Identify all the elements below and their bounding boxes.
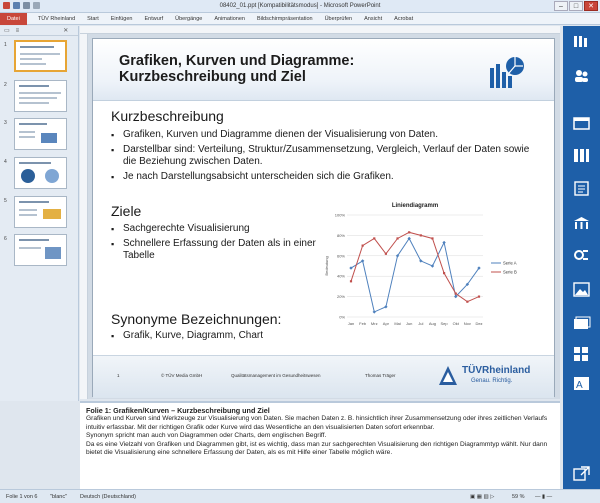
tab-start[interactable]: Start <box>87 15 99 22</box>
bullet-list-synonyme[interactable] <box>111 330 331 345</box>
zoom-slider[interactable]: — ▮ — <box>535 494 553 500</box>
minimize-button[interactable]: – <box>554 1 568 11</box>
series-line-a <box>351 238 479 311</box>
text-style-icon[interactable] <box>573 376 590 391</box>
expand-icon[interactable] <box>573 466 590 481</box>
building-icon[interactable] <box>573 216 590 231</box>
window-title: 08402_01.ppt [Kompatibilitätsmodus] - Microsoft PowerPoint <box>219 3 381 9</box>
x-tick-label: Apr <box>382 321 390 326</box>
x-tick-label: Sep <box>440 321 448 326</box>
data-point <box>420 234 422 236</box>
x-tick-label: Jul <box>418 321 424 326</box>
chart-logo-icon <box>488 54 526 92</box>
data-point <box>443 272 445 274</box>
slide-thumbnail-6[interactable] <box>14 234 67 266</box>
svg-text:A: A <box>576 380 583 391</box>
data-point <box>466 301 468 303</box>
section-heading-synonyme[interactable]: Synonyme Bezeichnungen: <box>111 311 282 327</box>
bullet-item: ▪ Grafiken, Kurven und Diagramme dienen der Visualisierung von Daten. <box>111 129 541 142</box>
tab-design[interactable]: Entwurf <box>144 15 164 22</box>
y-tick-label: 40% <box>336 273 345 279</box>
y-tick-label: 100% <box>334 212 345 218</box>
bullet-item: ▪ Schnellere Erfassung der Daten als in einer Tabelle <box>111 238 321 263</box>
y-tick-label: 0% <box>339 314 345 320</box>
data-point <box>408 231 410 233</box>
document-list-icon[interactable] <box>573 181 590 196</box>
window-controls <box>554 1 598 11</box>
tab-animations[interactable]: Animationen <box>214 15 245 22</box>
series-line-b <box>351 232 479 301</box>
section-heading-kurzbeschreibung[interactable]: Kurzbeschreibung <box>111 108 224 124</box>
tab-file[interactable]: Datei <box>0 13 27 25</box>
speaker-notes-pane[interactable] <box>80 401 560 489</box>
bullet-item: ▪ Darstellbar sind: Verteilung, Struktur/Zusammensetzung, Vergleich, Verlauf der Daten sowie die Beziehung zwischen Daten. <box>111 144 541 169</box>
bullet-item: ▪ Je nach Darstellungsabsicht unterscheiden sich die Grafiken. <box>111 171 541 184</box>
close-panel-icon[interactable]: ✕ <box>63 28 69 34</box>
line-chart-svg <box>325 199 530 343</box>
thumbnail-number: 1 <box>4 42 7 48</box>
zoom-level[interactable]: 59 % <box>512 494 525 500</box>
slides-tab-icon[interactable]: ▭ <box>4 28 10 34</box>
tuv-logo-tagline: Genau. Richtig. <box>471 378 513 384</box>
data-point <box>442 241 445 244</box>
x-tick-label: Mrz <box>370 321 378 326</box>
bullet-item: ▪ Grafik, Kurve, Diagramm, Chart <box>111 330 331 343</box>
y-tick-label: 80% <box>336 232 345 238</box>
bullet-item: ▪ Sachgerechte Visualisierung <box>111 223 321 236</box>
footer-page-number: 1 <box>117 373 120 378</box>
tab-view[interactable]: Ansicht <box>364 15 383 22</box>
tab-review[interactable]: Überprüfen <box>324 15 353 22</box>
x-tick-label: Aug <box>428 321 437 326</box>
notes-paragraph: Da es eine Vielzahl von Grafiken und Diagrammen gibt, ist es wichtig, dass man zur sachgerechten Visualisierung den richtigen Diagrammtyp wählt. Nur dann bietet die Visualisierung eine schnellere Erfassung der Daten, als es mit Hilfe einer Tabelle möglich wäre. <box>86 440 548 457</box>
outline-tab-icon[interactable]: ≡ <box>15 27 20 34</box>
thumbnail-number: 2 <box>4 82 7 88</box>
slide-thumbnail-panel <box>0 26 79 401</box>
data-point <box>478 296 480 298</box>
status-slide-info: Folie 1 von 6 <box>6 494 38 500</box>
tab-slideshow[interactable]: Bildschirmpräsentation <box>256 15 313 22</box>
notes-paragraph: Synonym spricht man auch von Diagrammen oder Charts, dem englischen Begriff. <box>86 432 327 440</box>
data-point <box>373 237 375 239</box>
tuv-logo-name: TÜVRheinland <box>462 365 531 376</box>
view-buttons[interactable]: ▣ ▦ ▥ ▷ <box>470 494 495 500</box>
thumbnail-number: 5 <box>4 198 7 204</box>
data-point <box>431 237 433 239</box>
thumbnail-number: 6 <box>4 236 7 242</box>
bullet-list-kurzbeschreibung[interactable] <box>111 129 541 185</box>
tuv-rheinland-logo <box>438 363 538 393</box>
close-button[interactable]: ✕ <box>584 1 598 11</box>
data-point <box>419 259 422 262</box>
library-icon[interactable] <box>573 34 590 49</box>
slide-thumbnail-3[interactable] <box>14 118 67 150</box>
vertical-ruler <box>80 34 88 399</box>
tab-insert[interactable]: Einfügen <box>110 15 133 22</box>
x-tick-label: Okt <box>452 321 459 326</box>
browser-icon[interactable] <box>573 116 590 131</box>
y-tick-label: 60% <box>336 253 345 259</box>
template-icon[interactable] <box>573 316 590 331</box>
data-point <box>455 292 457 294</box>
columns-icon[interactable] <box>573 148 590 163</box>
slide-footer <box>93 355 554 398</box>
users-icon[interactable] <box>573 68 590 83</box>
x-tick-label: Nov <box>463 321 471 326</box>
x-tick-label: Jan <box>347 321 355 326</box>
title-bar <box>0 0 600 13</box>
slide-thumbnail-2[interactable] <box>14 80 67 112</box>
x-tick-label: Jun <box>405 321 413 326</box>
maximize-button[interactable]: □ <box>569 1 583 11</box>
chart-title: Liniendiagramm <box>391 203 439 209</box>
footer-topic: Qualitätsmanagement im Gesundheitswesen <box>231 373 321 378</box>
section-heading-ziele[interactable]: Ziele <box>111 203 142 219</box>
horizontal-ruler <box>80 26 560 34</box>
data-point <box>384 305 387 308</box>
tuv-triangle-icon <box>438 365 458 387</box>
ribbon-tabs <box>0 13 600 25</box>
x-tick-label: Dez <box>475 321 483 326</box>
thumbnail-number: 3 <box>4 120 7 126</box>
status-bar <box>0 489 600 503</box>
legend-label: Serie B <box>503 269 517 275</box>
slide[interactable] <box>92 38 555 397</box>
legend-label: Serie A <box>503 260 517 266</box>
line-chart[interactable] <box>325 199 530 343</box>
footer-author: Thomas Träger <box>365 373 396 378</box>
x-tick-label: Mai <box>394 321 401 326</box>
y-tick-label: 20% <box>336 294 345 300</box>
notes-paragraph: Grafiken und Kurven sind Werkzeuge zur Visualisierung von Daten. Sie machen Daten z. B. hinsichtlich ihrer Zusammensetzung oder ihres zeitlichen Verlaufs intuitiv erfassbar. Mit der richtigen Grafik oder Kurve wird das Wesentliche an den visualisierten Daten sofort erkennbar. <box>86 415 548 431</box>
status-theme: "blanc" <box>50 494 68 500</box>
data-point <box>373 310 376 313</box>
tools-icon[interactable] <box>573 248 590 263</box>
slide-thumbnail-1[interactable] <box>14 40 67 72</box>
data-point <box>362 245 364 247</box>
slide-title[interactable]: Grafiken, Kurven und Diagramme: Kurzbeschreibung und Ziel <box>119 53 355 85</box>
right-tool-sidebar <box>563 26 600 489</box>
data-point <box>396 237 398 239</box>
image-icon[interactable] <box>573 282 590 297</box>
panel-tabs <box>0 26 78 36</box>
data-point <box>385 253 387 255</box>
data-point <box>350 280 352 282</box>
status-language[interactable]: Deutsch (Deutschland) <box>80 494 136 500</box>
notes-title: Folie 1: Grafiken/Kurven – Kurzbeschreibung und Ziel <box>86 406 270 415</box>
bullet-list-ziele[interactable] <box>111 223 321 265</box>
tab-acrobat[interactable]: Acrobat <box>394 15 414 22</box>
slide-thumbnail-4[interactable] <box>14 157 67 189</box>
grid-icon[interactable] <box>573 346 590 361</box>
y-axis-label: Bedeutung <box>324 256 329 276</box>
x-tick-label: Feb <box>359 321 367 326</box>
thumbnail-number: 4 <box>4 159 7 165</box>
tab-transitions[interactable]: Übergänge <box>175 15 203 22</box>
tab-tuv-rheinland[interactable]: TÜV Rheinland <box>37 15 76 22</box>
slide-thumbnail-5[interactable] <box>14 196 67 228</box>
footer-copyright: © TÜV Media GmbH <box>161 373 203 378</box>
data-point <box>431 264 434 267</box>
